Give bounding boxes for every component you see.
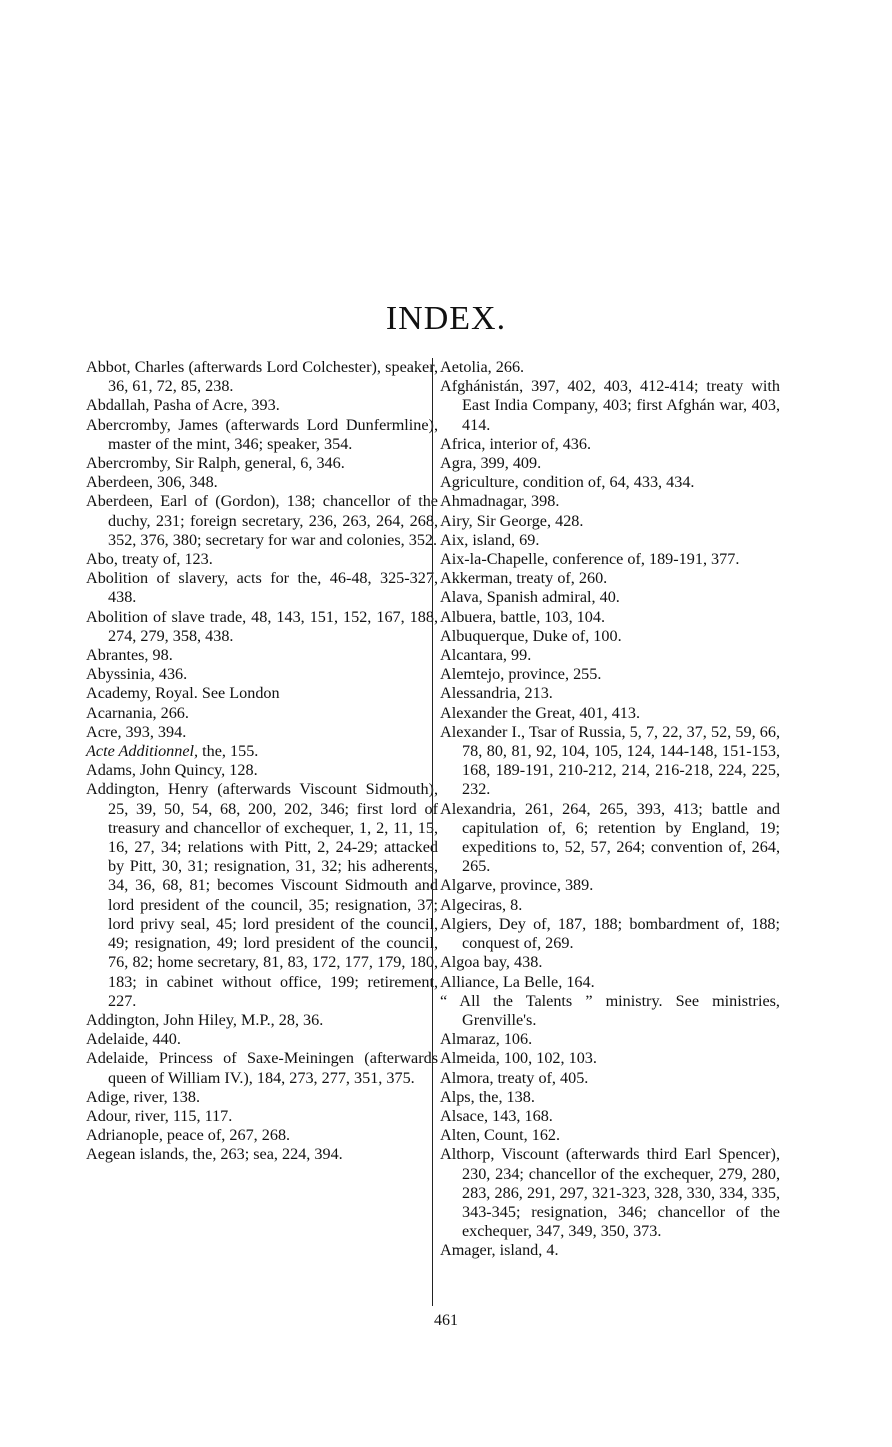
entry-heading: Addington, John Hiley, [86, 1010, 237, 1029]
entry-heading: Algiers, Dey of, [440, 914, 551, 933]
index-entry [440, 973, 780, 992]
entry-text: island, 69. [468, 530, 540, 549]
entry-heading: Alliance, La Belle, [440, 972, 563, 991]
entry-heading: Alsace, [440, 1106, 489, 1125]
index-entry [440, 492, 780, 511]
entry-text: 266. [156, 703, 189, 722]
entry-heading: Alemtejo, [440, 665, 505, 684]
index-entry [440, 608, 780, 627]
entry-heading: Alexander I., [440, 722, 526, 741]
entry-heading: Almaraz, [440, 1030, 500, 1049]
index-entry [440, 377, 780, 435]
index-entry [440, 704, 780, 723]
entry-text: 128. [225, 761, 258, 780]
entry-text: 143, 168. [488, 1106, 553, 1125]
entry-text: 164. [562, 972, 595, 991]
index-entry [440, 1030, 780, 1049]
entry-text: 393, 394. [121, 722, 187, 741]
entry-heading: Abbot, Charles [86, 358, 185, 376]
entry-heading: Adams, John Quincy, [86, 761, 226, 780]
index-entry [86, 416, 438, 454]
entry-heading: Aix, [440, 530, 469, 549]
entry-text: (afterwards Viscount Sidmouth), 25, 39, 50, 54, 68, 200, 202, 346; first lord of treasury and chancellor of exchequer, 1, 2, 11, 15, 16, 27, 34; relations with Pitt, 2, 24-29; attacked by Pitt, 30, 31; resignation, 31, 32; his adherents, 34, 36, 68, 81; becomes Viscount Sidmouth and lord president of the council, 35; resignation, 37; lord privy seal, 45; lord president of the council, 49; resignation, 49; lord president of the council, 76, 82; home secretary, 81, 83, 172, 177, 179, 180, 183; in cabinet without office, 199; retirement, 227. [108, 780, 438, 1010]
entry-heading: Airy, Sir George, [440, 511, 552, 530]
entry-heading: Almora, [440, 1068, 494, 1087]
entry-text: (afterwards Lord Dunfermline), master of the mint, 346; speaker, 354. [108, 415, 438, 453]
entry-text: 436. [154, 665, 188, 684]
index-entry [440, 1049, 780, 1068]
entry-text: 401, 413. [575, 703, 641, 722]
index-entry [86, 454, 438, 473]
index-entry [86, 608, 438, 646]
entry-heading: Adrianople, [86, 1126, 163, 1145]
entry-heading: Ahmadnagar, [440, 492, 527, 511]
entry-heading: Abo, [86, 550, 118, 569]
index-entry [86, 761, 438, 780]
entry-heading: Akkerman, [440, 569, 513, 588]
index-entry [86, 550, 438, 569]
index-entry [440, 915, 780, 953]
entry-text: acts for the, 46-48, 325-327, 438. [108, 569, 438, 607]
index-entry [440, 531, 780, 550]
entry-heading: Adige, [86, 1087, 130, 1106]
index-entry [86, 646, 438, 665]
index-entry [86, 1126, 438, 1145]
entry-text: 98. [148, 646, 173, 665]
entry-text: (afterwards Lord Colchester), speaker, 36, 61, 72, 85, 238. [108, 358, 439, 396]
index-entry [440, 953, 780, 972]
entry-heading: Abolition of slavery, [86, 569, 229, 588]
entry-heading: Acte Additionnel, [86, 742, 199, 761]
entry-text: 438. [509, 953, 543, 972]
index-entry [86, 665, 438, 684]
index-entry [86, 1030, 438, 1049]
index-entry [86, 723, 438, 742]
entry-text: the, 263; sea, 224, 394. [188, 1145, 343, 1164]
entry-heading: Abercromby, James [86, 415, 218, 434]
entry-heading: Aberdeen, Earl of [86, 492, 208, 511]
entry-text: M.P., 28, 36. [236, 1010, 324, 1029]
entry-text: Pasha of Acre, 393. [149, 396, 280, 415]
entry-text: Tsar of Russia, 5, 7, 22, 37, 52, 59, 66, 78, 80, 81, 92, 104, 105, 124, 144-148, 151-153, 168, 189-191, 210-212, 214, 216-218, 224, 225, 232. [462, 722, 780, 799]
entry-text: treaty of, 260. [512, 569, 608, 588]
column-divider [432, 358, 433, 1306]
entry-text: 397, 402, 403, 412-414; treaty with East India Company, 403; first Afghán war, 403, 414. [462, 377, 780, 434]
index-entry [86, 492, 438, 550]
index-entry [440, 358, 780, 377]
entry-heading: Acarnania, [86, 703, 157, 722]
entry-text: 187, 188; bombardment of, 188; conquest of, 269. [462, 914, 780, 953]
entry-text: Princess of Saxe-Meiningen (afterwards queen of William IV.), 184, 273, 277, 351, 375. [108, 1049, 438, 1087]
index-column-right [440, 358, 780, 1261]
entry-heading: Adelaide, [86, 1030, 149, 1049]
entry-heading: Algeciras, [440, 895, 507, 914]
index-column-left [86, 358, 438, 1165]
entry-text: treaty of, 123. [117, 550, 213, 569]
entry-heading: Amager, [440, 1241, 496, 1260]
entry-heading: Alten, Count, [440, 1126, 528, 1145]
index-entry [440, 512, 780, 531]
index-entry [86, 569, 438, 607]
entry-heading: Aix-la-Chapelle, [440, 550, 549, 569]
entry-heading: Alps, [440, 1087, 475, 1106]
entry-text: the, 155. [198, 742, 259, 761]
index-entry [440, 473, 780, 492]
entry-heading: Algoa bay, [440, 953, 510, 972]
entry-heading: Agriculture, [440, 473, 519, 492]
index-entry [440, 1126, 780, 1145]
index-entry [440, 1088, 780, 1107]
entry-text: island, 4. [495, 1241, 559, 1260]
index-entry [440, 569, 780, 588]
entry-heading: Addington, Henry [86, 780, 209, 799]
entry-heading: Algarve, [440, 876, 497, 895]
page-title: INDEX. [385, 300, 507, 337]
entry-text: 48, 143, 151, 152, 167, 188, 274, 279, 358, 438. [108, 607, 438, 645]
entry-heading: Abrantes, [86, 646, 149, 665]
entry-text: 8. [506, 895, 523, 914]
entry-heading: Abercromby, Sir Ralph, [86, 454, 241, 473]
page-number: 461 [434, 1312, 458, 1329]
entry-heading: Abolition of slave trade, [86, 607, 247, 626]
entry-heading: “ All the Talents ” [440, 991, 593, 1010]
entry-heading: Alcantara, [440, 646, 507, 665]
entry-heading: Africa, [440, 434, 486, 453]
index-entry [440, 1241, 780, 1260]
entry-heading: Alessandria, [440, 684, 521, 703]
entry-heading: Adelaide, [86, 1049, 149, 1068]
entry-text: 162. [527, 1126, 561, 1145]
index-entry [440, 550, 780, 569]
index-entry [440, 454, 780, 473]
index-entry [440, 992, 780, 1030]
entry-text: river, 115, 117. [130, 1106, 233, 1125]
index-entry [440, 1107, 780, 1126]
entry-text: 99. [506, 646, 532, 665]
index-entry [86, 396, 438, 415]
entry-heading: Abdallah, [86, 396, 150, 415]
index-entry [440, 1145, 780, 1241]
index-entry [440, 876, 780, 895]
entry-heading: Alexander the Great, [440, 703, 576, 722]
entry-text: 106. [499, 1030, 533, 1049]
entry-text: Spanish admiral, 40. [482, 588, 620, 607]
entry-text: general, 6, 346. [240, 454, 345, 473]
entry-heading: Aetolia, [440, 358, 492, 376]
index-entry [86, 780, 438, 1010]
entry-heading: Afghánistán, [440, 377, 524, 396]
index-entry [440, 435, 780, 454]
entry-text: 440. [148, 1030, 181, 1049]
index-entry [86, 1107, 438, 1126]
entry-heading: Acre, [86, 722, 122, 741]
entry-text: 428. [551, 511, 584, 530]
index-entry [86, 704, 438, 723]
entry-heading: Althorp, Viscount [440, 1145, 559, 1164]
index-entry [440, 588, 780, 607]
entry-text: 261, 264, 265, 393, 413; battle and capitulation of, 6; retention by England, 19; expeditions to, 52, 57, 264; convention of, 264, 265. [462, 799, 780, 876]
index-entry [440, 627, 780, 646]
entry-text: treaty of, 405. [493, 1068, 589, 1087]
entry-heading: Agra, [440, 454, 477, 473]
entry-text: battle, 103, 104. [496, 607, 605, 626]
entry-text: (Gordon), 138; chancellor of the duchy, 231; foreign secretary, 236, 263, 264, 268, 352, 376, 380; secretary for war and colonies, 352. [108, 492, 438, 549]
index-entry [440, 800, 780, 877]
index-entry [440, 684, 780, 703]
index-entry [86, 473, 438, 492]
entry-heading: Alexandria, [440, 799, 516, 818]
entry-heading: Academy, Royal. [86, 684, 198, 703]
index-entry [440, 1069, 780, 1088]
index-entry [86, 742, 438, 761]
index-entry [440, 723, 780, 800]
entry-heading: Abyssinia, [86, 665, 155, 684]
index-entry [440, 896, 780, 915]
index-entry [86, 1088, 438, 1107]
entry-text: 213. [520, 684, 553, 703]
entry-heading: Albuquerque, [440, 626, 529, 645]
index-entry [86, 1011, 438, 1030]
entry-text: interior of, 436. [485, 434, 592, 453]
entry-text: river, 138. [129, 1087, 200, 1106]
entry-heading: Adour, [86, 1106, 131, 1125]
entry-heading: Almeida, [440, 1049, 500, 1068]
entry-text: (afterwards third Earl Spencer), 230, 234; chancellor of the exchequer, 279, 280, 283, 286, 291, 297, 321-323, 328, 330, 334, 335, 343-345; resignation, 346; chancellor of the exchequer, 347, 349, 350, 373. [462, 1145, 780, 1241]
index-entry [440, 646, 780, 665]
entry-heading: Aberdeen, [86, 473, 153, 492]
entry-text: 266. [491, 358, 525, 376]
entry-heading: Aegean islands, [86, 1145, 189, 1164]
entry-text: peace of, 267, 268. [162, 1126, 291, 1145]
entry-text: 100, 102, 103. [499, 1049, 597, 1068]
entry-text: province, 389. [496, 876, 594, 895]
entry-text: 306, 348. [152, 473, 218, 492]
entry-text: condition of, 64, 433, 434. [518, 473, 695, 492]
index-entry [86, 684, 438, 703]
entry-text: 399, 409. [476, 454, 542, 473]
entry-heading: Alava, [440, 588, 483, 607]
entry-text: province, 255. [504, 665, 602, 684]
index-entry [440, 665, 780, 684]
entry-heading: Albuera, [440, 607, 497, 626]
entry-text: the, 138. [474, 1087, 535, 1106]
entry-text: ministry. See ministries, Grenville's. [462, 991, 780, 1029]
entry-text: 398. [527, 492, 560, 511]
entry-text: conference of, 189-191, 377. [548, 550, 740, 569]
entry-text: See London [197, 684, 280, 703]
entry-text: Duke of, 100. [528, 626, 622, 645]
index-entry [86, 358, 438, 396]
index-entry [86, 1145, 438, 1164]
index-entry [86, 1049, 438, 1087]
